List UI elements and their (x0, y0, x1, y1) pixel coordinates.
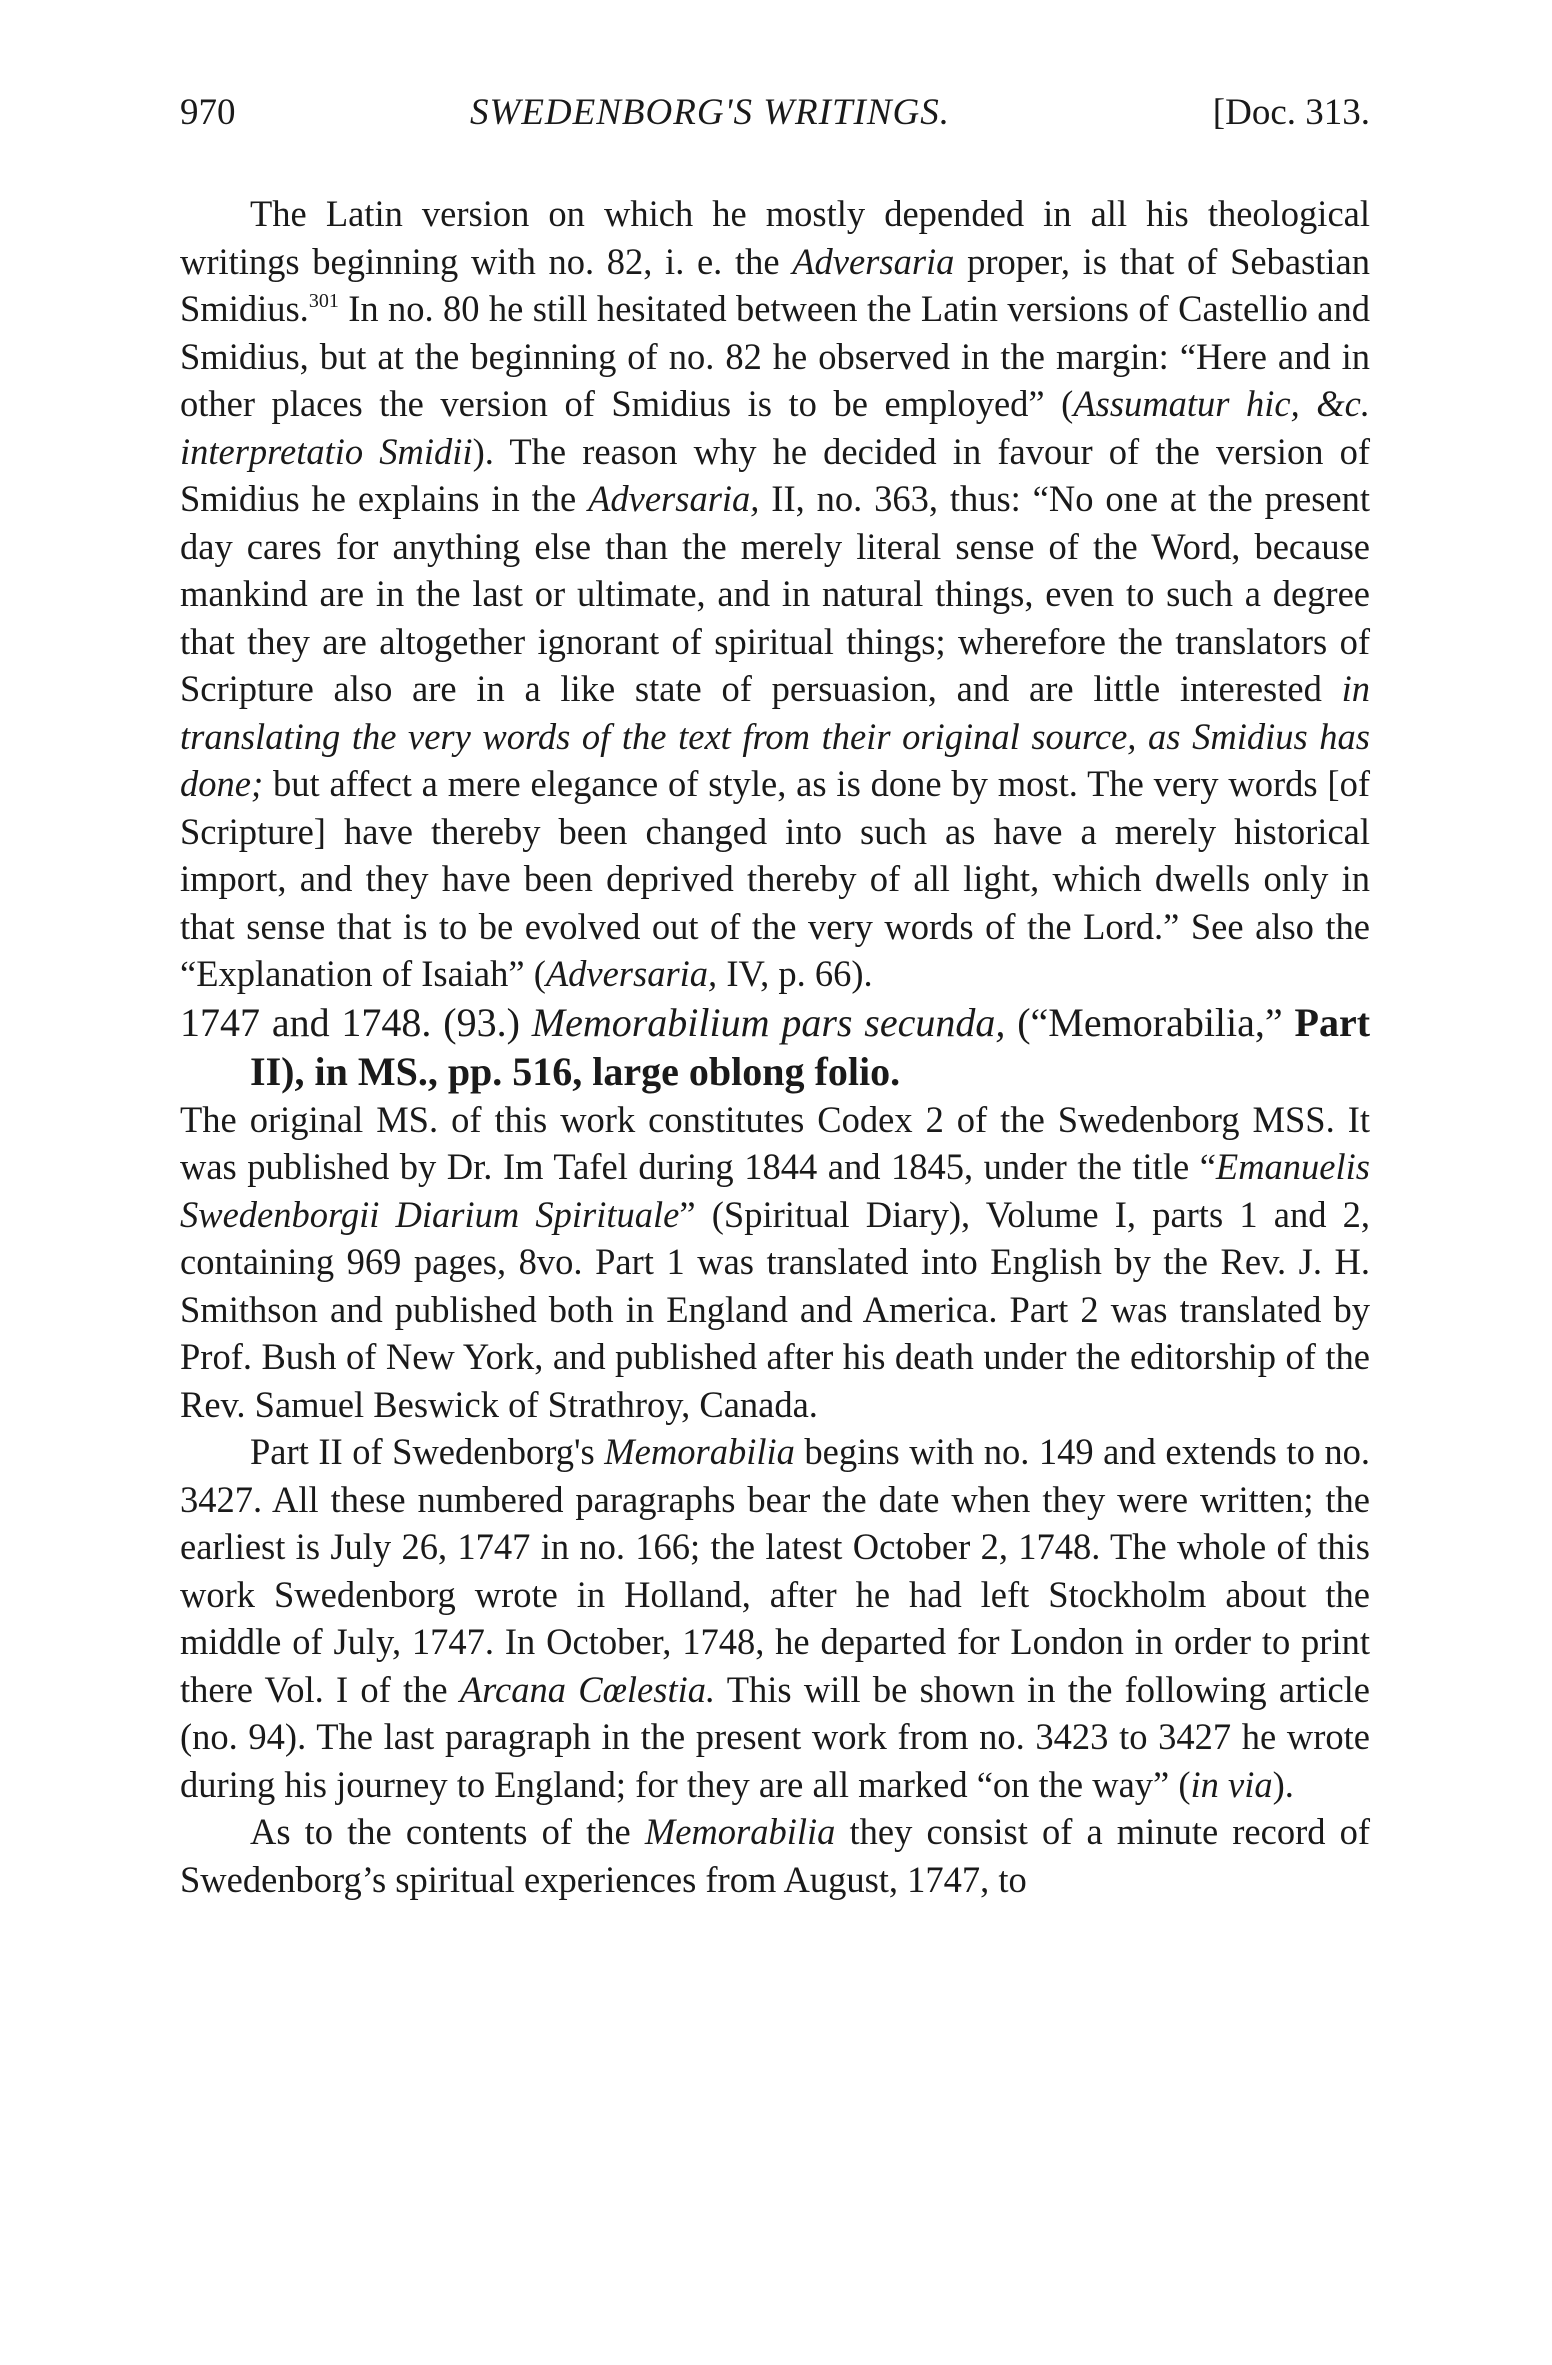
body-text (180, 190, 1370, 1903)
text-run: As to the contents of the (250, 1811, 645, 1852)
entry-subtitle: (“Memorabilia,” (1017, 999, 1283, 1045)
text-run: The Latin version on which he mostly depended in all his theological writings beginning with no. 82, i. e. the (180, 193, 1370, 282)
text-run: In no. 80 he still hesitated between the Latin versions of Castellio and Smidius, but at the beginning of no. 82 he observed in the margin: “Here and in other places the version of Smidius is to be employed” ( (180, 288, 1370, 424)
text-run: The original MS. of this work constitutes Codex 2 of the Swedenborg MSS. It was published by Dr. Im Tafel during 1844 and 1845, under the title “ (180, 1098, 1370, 1187)
italic-run: Adversaria, (545, 953, 718, 994)
running-head (180, 88, 1370, 138)
text-run: proper, is that of Sebastian Smidius. (180, 240, 1371, 329)
paragraph-original-ms (180, 1096, 1370, 1429)
text-run: Part II of Swedenborg's (250, 1431, 605, 1472)
paragraph-part-two (180, 1428, 1370, 1808)
italic-run: Memorabilia (644, 1811, 836, 1852)
text-run: ). (1272, 1763, 1294, 1805)
entry-number: (93.) (443, 999, 520, 1045)
italic-run: Adversaria (792, 240, 955, 282)
text-run: begins with no. 149 and extends to no. 3427. All these numbered paragraphs bear the date when they were written; the earliest is July 26, 1747 in no. 166; the latest October 2, 1748. The whole of this work Swedenborg wrote in Holland, after he had left Stockholm about the middle of July, 1747. In October, 1748, he departed for London in order to print there Vol. I of the (180, 1431, 1370, 1710)
paragraph-contents (180, 1808, 1370, 1903)
text-run: This will be shown in the following article (no. 94). The last paragraph in the present work from no. 3423 to 3427 he wrote during his journey to England; for they are all marked “on the way” ( (180, 1668, 1371, 1805)
italic-run: Memorabilia (604, 1431, 795, 1472)
footnote-marker: 301 (308, 290, 339, 312)
italic-run: Assumatur hic, &c. interpretatio Smidii (180, 383, 1371, 472)
book-page (180, 88, 1370, 1903)
text-run: they consist of a minute record of Swedenborg’s spiritual experiences from August, 1747, to (180, 1811, 1370, 1900)
text-run: II, no. 363, thus: “No one at the present day cares for anything else than the merely literal sense of the Word, because mankind are in the last or ultimate, and in natural things, even to such a degree that they are altogether ignorant of spiritual things; wherefore the translators of Scripture also are in a like state of persuasion, and are little interested (180, 478, 1371, 709)
text-run: IV, p. 66). (717, 953, 873, 994)
italic-run: Adversaria, (588, 478, 760, 519)
italic-run: Arcana Cœlestia. (459, 1668, 716, 1710)
italic-run: in via (1190, 1763, 1273, 1805)
text-run: but affect a mere elegance of style, as is done by most. The very words [of Scripture] have thereby been changed into such as have a merely historical import, and they have been deprived thereby of all light, which dwells only in that sense that is to be evolved out of the very words of the Lord.” See also the “Explanation of Isaiah” ( (180, 763, 1370, 994)
text-run: ). The reason why he decided in favour of the version of Smidius he explains in the (180, 430, 1370, 519)
text-run: ” (Spiritual Diary), Volume I, parts 1 and 2, containing 969 pages, 8vo. Part 1 was translated into English by the Rev. J. H. Smithson and published both in England and America. Part 2 was translated by Prof. Bush of New York, and published after his death under the editorship of the Rev. Samuel Beswick of Strathroy, Canada. (180, 1193, 1370, 1425)
document-reference: [Doc. 313. (1212, 92, 1370, 133)
italic-run: Emanuelis Swedenborgii Diarium Spirituale (180, 1146, 1370, 1235)
entry-title: Memorabilium pars secunda, (531, 999, 1006, 1045)
running-title: SWEDENBORG'S WRITINGS. (470, 92, 951, 133)
entry-year: 1747 and 1748. (180, 999, 432, 1045)
entry-description: Part II), in MS., pp. 516, large oblong folio. (250, 999, 1371, 1094)
entry-heading (180, 998, 1370, 1096)
italic-run: in translating the very words of the text from their original source, as Smidius has done; (180, 668, 1370, 804)
page-number: 970 (180, 92, 236, 133)
paragraph-latin-version (180, 190, 1370, 998)
